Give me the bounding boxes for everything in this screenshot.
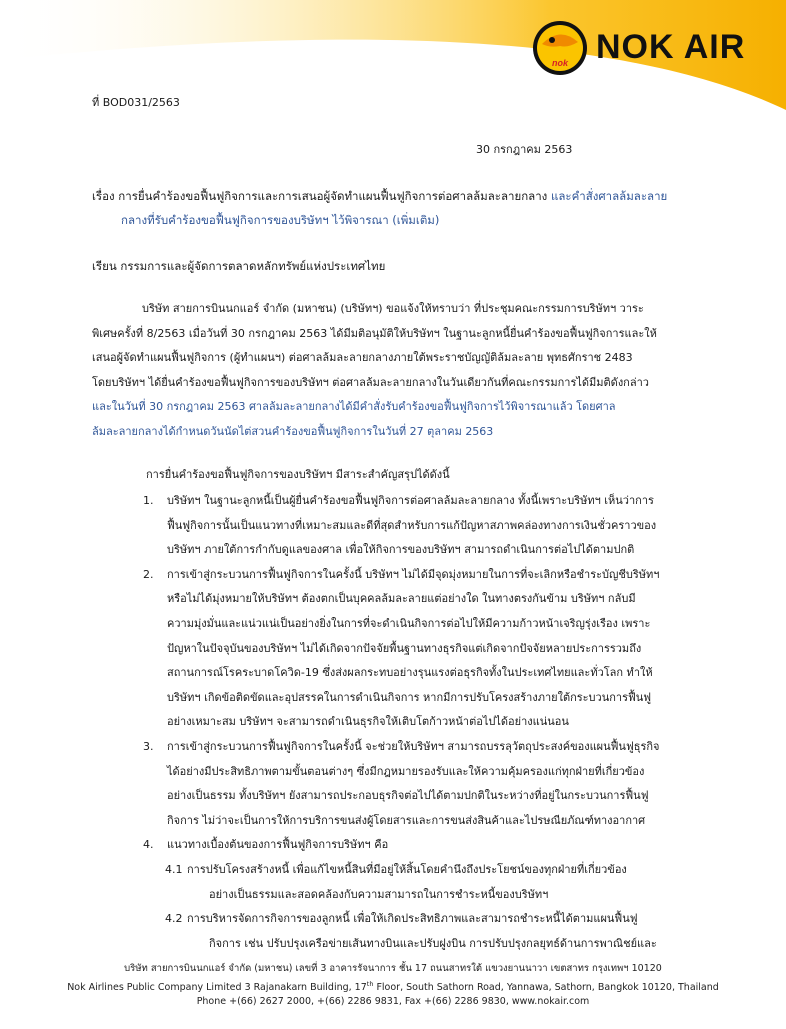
sub-list-item-line: การปรับโครงสร้างหนี้ เพื่อแก้ไขหนี้สินที่มีอยู่ให้สิ้นโดยคำนึงถึงประโยชน์ของทุกฝ่ายที่เกี่ยวข้อง <box>187 862 627 876</box>
salutation: เรียน กรรมการและผู้จัดการตลาดหลักทรัพย์แห่งประเทศไทย <box>92 259 386 273</box>
list-item-line: บริษัทฯ ในฐานะลูกหนี้เป็นผู้ยื่นคำร้องขอฟื้นฟูกิจการต่อศาลล้มละลายกลาง ทั้งนี้เพราะบริษัทฯ เห็นว่าการ <box>167 494 654 507</box>
list-title: การยื่นคำร้องขอฟื้นฟูกิจการของบริษัทฯ มีสาระสำคัญสรุปได้ดังนี้ <box>146 468 450 481</box>
list-item <box>143 735 703 833</box>
sub-list-item <box>143 907 703 956</box>
footer-floor-suffix: th <box>366 979 374 988</box>
footer-english-address <box>0 977 786 996</box>
footer-contact: Phone +(66) 2627 2000, +(66) 2286 9831, Fax +(66) 2286 9830, www.nokair.com <box>196 996 590 1008</box>
list-item-line: สถานการณ์โรคระบาดโควิด-19 ซึ่งส่งผลกระทบอย่างรุนแรงต่อธุรกิจทั้งในประเทศไทยและทั่วโลก ทำให้ <box>167 666 653 680</box>
intro-line: พิเศษครั้งที่ 8/2563 เมื่อวันที่ 30 กรกฎาคม 2563 ได้มีมติอนุมัติให้บริษัทฯ ในฐานะลูกหนี้ยื่นคำร้องขอฟื้นฟูกิจการและให้ <box>92 326 657 340</box>
summary-list <box>143 489 703 956</box>
list-item-number: 3. <box>143 739 154 753</box>
intro-line: บริษัท สายการบินนกแอร์ จำกัด (มหาชน) (บริษัทฯ) ขอแจ้งให้ทราบว่า ที่ประชุมคณะกรรมการบริษัทฯ วาระ <box>142 302 644 315</box>
list-item-line: แนวทางเบื้องต้นของการฟื้นฟูกิจการบริษัทฯ คือ <box>167 838 389 852</box>
document-date: 30 กรกฎาคม 2563 <box>476 143 573 156</box>
list-item-line: หรือไม่ได้มุ่งหมายให้บริษัทฯ ต้องตกเป็นบุคคลล้มละลายแต่อย่างใด ในทางตรงกันข้าม บริษัทฯ กลับมี <box>167 592 636 606</box>
list-item-line: บริษัทฯ เกิดข้อติดขัดและอุปสรรคในการดำเนินกิจการ หากมีการปรับโครงสร้างภายใต้กระบวนการฟื้นฟู <box>167 690 652 704</box>
sub-list-item <box>143 858 703 907</box>
footer-thai-address: บริษัท สายการบินนกแอร์ จำกัด (มหาชน) เลขที่ 3 อาคารรัจนาการ ชั้น 17 ถนนสาทรใต้ แขวงยานนาวา เขตสาทร กรุงเทพฯ 10120 <box>124 963 662 974</box>
list-item-line: อย่างเหมาะสม บริษัทฯ จะสามารถดำเนินธุรกิจให้เติบโตก้าวหน้าต่อไปได้อย่างแน่นอน <box>167 715 569 729</box>
list-item <box>143 489 703 563</box>
intro-line-blue: และในวันที่ 30 กรกฎาคม 2563 ศาลล้มละลายกลางได้มีคำสั่งรับคำร้องขอฟื้นฟูกิจการไว้พิจารณาแล้ว โดยศาล <box>92 400 616 414</box>
list-item-line: บริษัทฯ ภายใต้การกำกับดูแลของศาล เพื่อให้กิจการของบริษัทฯ สามารถดำเนินการต่อไปได้ตามปกติ <box>167 543 635 557</box>
sub-list-item-line: อย่างเป็นธรรมและสอดคล้องกับความสามารถในการชำระหนี้ของบริษัทฯ <box>209 887 549 901</box>
list-item-number: 1. <box>143 494 154 507</box>
list-item-line: การเข้าสู่กระบวนการฟื้นฟูกิจการในครั้งนี้ บริษัทฯ ไม่ได้มีจุดมุ่งหมายในการที่จะเลิกหรือชำระบัญชีบริษัทฯ <box>167 567 660 581</box>
list-item <box>143 833 703 858</box>
sub-list-item-number: 4.1 <box>165 862 183 876</box>
brand-name: NOK AIR <box>596 28 746 66</box>
intro-line: เสนอผู้จัดทำแผนฟื้นฟูกิจการ (ผู้ทำแผนฯ) ต่อศาลล้มละลายกลางภายใต้พระราชบัญญัติล้มละลาย พุทธศักราช 2483 <box>92 351 633 365</box>
list-item-line: การเข้าสู่กระบวนการฟื้นฟูกิจการในครั้งนี้ จะช่วยให้บริษัทฯ สามารถบรรลุวัตถุประสงค์ของแผนฟื้นฟูธุรกิจ <box>167 739 660 753</box>
footer-address-part: Nok Airlines Public Company Limited 3 Rajanakarn Building, 17 <box>67 981 367 993</box>
list-item-number: 2. <box>143 567 154 581</box>
sub-list-item-line: การบริหารจัดการกิจการของลูกหนี้ เพื่อให้เกิดประสิทธิภาพและสามารถชำระหนี้ได้ตามแผนฟื้นฟู <box>187 912 638 926</box>
document-reference: ที่ BOD031/2563 <box>92 96 180 109</box>
subject <box>92 184 712 232</box>
list-item-line: ความมุ่งมั่นและแน่วแน่เป็นอย่างยิ่งในการที่จะดำเนินกิจการต่อไปให้มีความก้าวหน้าเจริญรุ่งเรือง เพราะ <box>167 616 651 630</box>
subject-text-blue-continued: กลางที่รับคำร้องขอฟื้นฟูกิจการของบริษัทฯ ไว้พิจารณา (เพิ่มเติม) <box>121 213 440 227</box>
list-item-number: 4. <box>143 838 154 852</box>
footer <box>0 962 786 1010</box>
subject-text-blue: และคำสั่งศาลล้มละลาย <box>547 189 668 203</box>
list-item-line: ฟื้นฟูกิจการนั้นเป็นแนวทางที่เหมาะสมและดีที่สุดสำหรับการแก้ปัญหาสภาพคล่องทางการเงินชั่วคราวของ <box>167 518 657 532</box>
list-item-line: ได้อย่างมีประสิทธิภาพตามขั้นตอนต่างๆ ซึ่งมีกฎหมายรองรับและให้ความคุ้มครองแก่ทุกฝ่ายที่เกี่ยวข้อง <box>167 764 645 778</box>
list-item-line: อย่างเป็นธรรม ทั้งบริษัทฯ ยังสามารถประกอบธุรกิจต่อไปได้ตามปกติในระหว่างที่อยู่ในกระบวนการฟื้นฟู <box>167 789 649 803</box>
footer-address-part: Floor, South Sathorn Road, Yannawa, Sathorn, Bangkok 10120, Thailand <box>373 981 719 993</box>
intro-paragraph <box>92 297 696 445</box>
list-item-line: ปัญหาในปัจจุบันของบริษัทฯ ไม่ได้เกิดจากปัจจัยพื้นฐานทางธุรกิจแต่เกิดจากปัจจัยหลายประการรวมถึง <box>167 641 642 655</box>
list-item-line: กิจการ ไม่ว่าจะเป็นการให้การบริการขนส่งผู้โดยสารและการขนส่งสินค้าและไปรษณียภัณฑ์ทางอากาศ <box>167 813 646 827</box>
intro-line: โดยบริษัทฯ ได้ยื่นคำร้องขอฟื้นฟูกิจการของบริษัทฯ ต่อศาลล้มละลายกลางในวันเดียวกันที่คณะกรรมการได้มีมติดังกล่าว <box>92 375 649 389</box>
intro-line-blue: ล้มละลายกลางได้กำหนดวันนัดไต่สวนคำร้องขอฟื้นฟูกิจการในวันที่ 27 ตุลาคม 2563 <box>92 424 494 438</box>
sub-list-item-line: กิจการ เช่น ปรับปรุงเครือข่ายเส้นทางบินและปรับฝูงบิน การปรับปรุงกลยุทธ์ด้านการพาณิชย์และ <box>209 936 657 950</box>
subject-text: เรื่อง การยื่นคำร้องขอฟื้นฟูกิจการและการเสนอผู้จัดทำแผนฟื้นฟูกิจการต่อศาลล้มละลายกลาง <box>92 189 548 203</box>
sub-list-item-number: 4.2 <box>165 912 183 926</box>
logo-mascot-text: nok <box>551 58 569 68</box>
list-item <box>143 563 703 735</box>
